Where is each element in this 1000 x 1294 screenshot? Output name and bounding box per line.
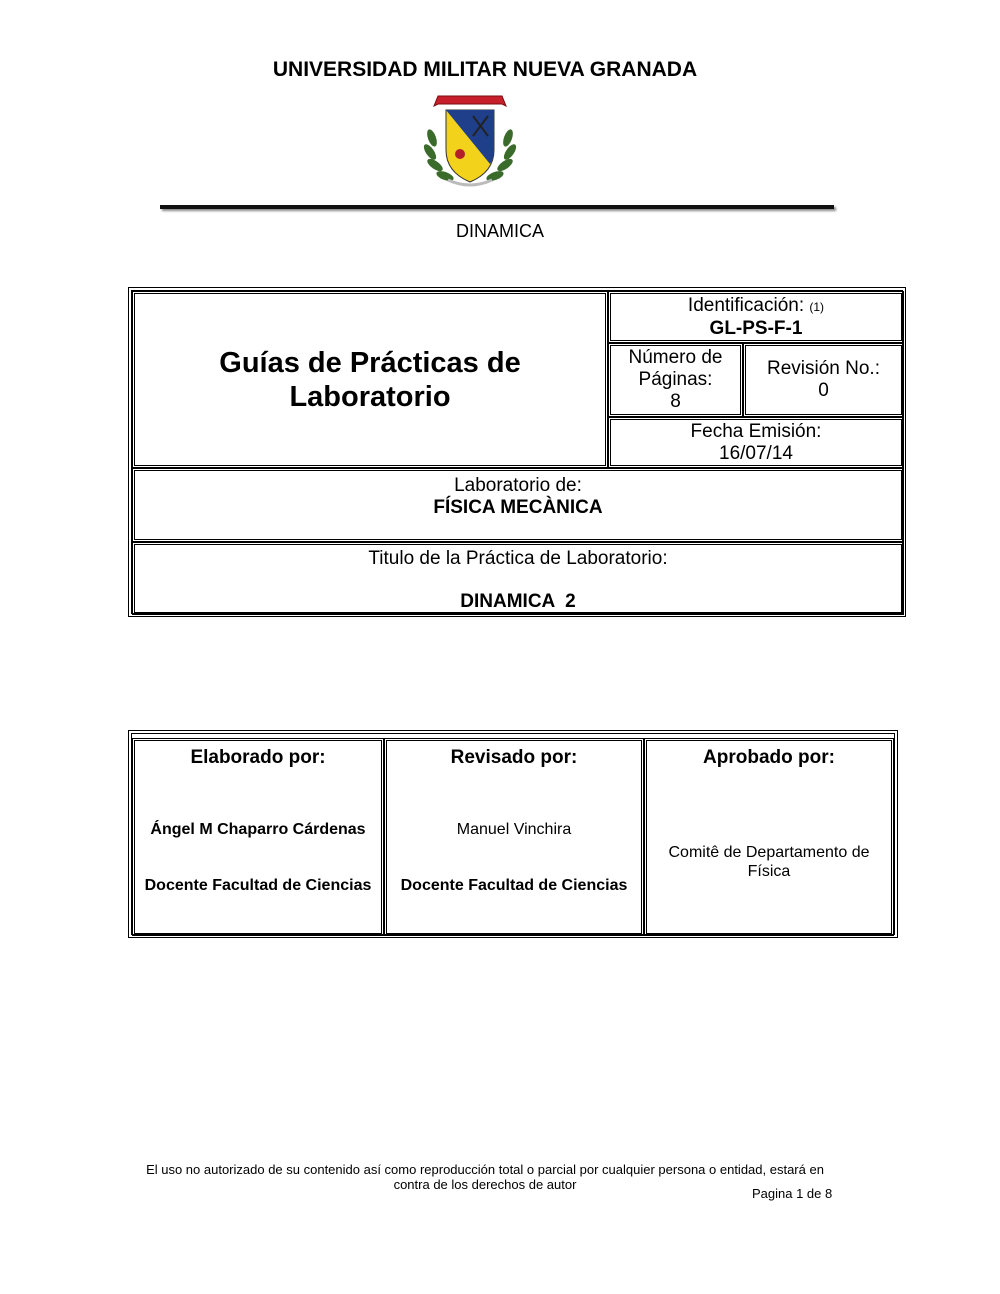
university-crest-logo (418, 88, 522, 192)
issue-date-label: Fecha Emisión: (690, 420, 822, 442)
approved-by-body (647, 843, 891, 881)
guide-title-line2: Laboratorio (289, 380, 451, 413)
practice-title-cell (132, 542, 904, 615)
laboratory-cell (132, 468, 904, 542)
university-title: UNIVERSIDAD MILITAR NUEVA GRANADA (272, 58, 698, 81)
lab-value: FÍSICA MECÀNICA (433, 497, 603, 518)
copyright-notice-line2: contra de los derechos de autor (393, 1177, 577, 1192)
lab-label: Laboratorio de: (454, 475, 582, 496)
identification-value: GL-PS-F-1 (709, 317, 803, 339)
pages-value: 8 (670, 391, 681, 412)
revision-label: Revisión No.: (767, 358, 880, 379)
issue-date-value: 16/07/14 (719, 442, 793, 464)
reviewed-by-name: Manuel Vinchira (456, 821, 572, 838)
prepared-by-header: Elaborado por: (190, 747, 326, 768)
reviewed-by-column (384, 738, 644, 936)
prepared-by-role: Docente Facultad de Ciencias (144, 877, 372, 894)
approved-by-header: Aprobado por: (703, 747, 835, 768)
prepared-by-name: Ángel M Chaparro Cárdenas (150, 821, 366, 838)
subject-name: DINAMICA (455, 221, 544, 241)
page-number: Pagina 1 de 8 (752, 1186, 833, 1201)
identification-label: Identificación: (687, 294, 805, 316)
issue-date-cell (608, 417, 904, 468)
pages-label-line2: Páginas: (638, 369, 713, 390)
header-divider (160, 205, 834, 209)
reviewed-by-header: Revisado por: (450, 747, 578, 768)
identification-cell (608, 291, 904, 343)
copyright-notice (130, 1162, 840, 1192)
reviewed-by-role: Docente Facultad de Ciencias (400, 877, 628, 894)
revision-cell (743, 343, 904, 417)
guide-title-cell (132, 291, 608, 468)
pages-cell (608, 343, 743, 417)
approved-by-column (644, 738, 894, 936)
prepared-by-column (132, 738, 384, 936)
approved-by-line1: Comitê de Departamento de (668, 844, 870, 861)
approved-by-line2: Física (747, 863, 791, 880)
practice-value: DINAMICA 2 (460, 591, 576, 612)
guide-title-line1: Guías de Prácticas de (219, 346, 521, 379)
practice-label: Titulo de la Práctica de Laboratorio: (368, 548, 668, 569)
identification-note: (1) (809, 299, 825, 314)
copyright-notice-line1: El uso no autorizado de su contenido así como reproducción total o parcial por cualquier persona o entidad, estará en (146, 1162, 824, 1177)
pages-label-line1: Número de (628, 347, 723, 368)
signatures-table (128, 730, 898, 938)
revision-value: 0 (818, 380, 829, 401)
document-info-table (128, 287, 906, 617)
